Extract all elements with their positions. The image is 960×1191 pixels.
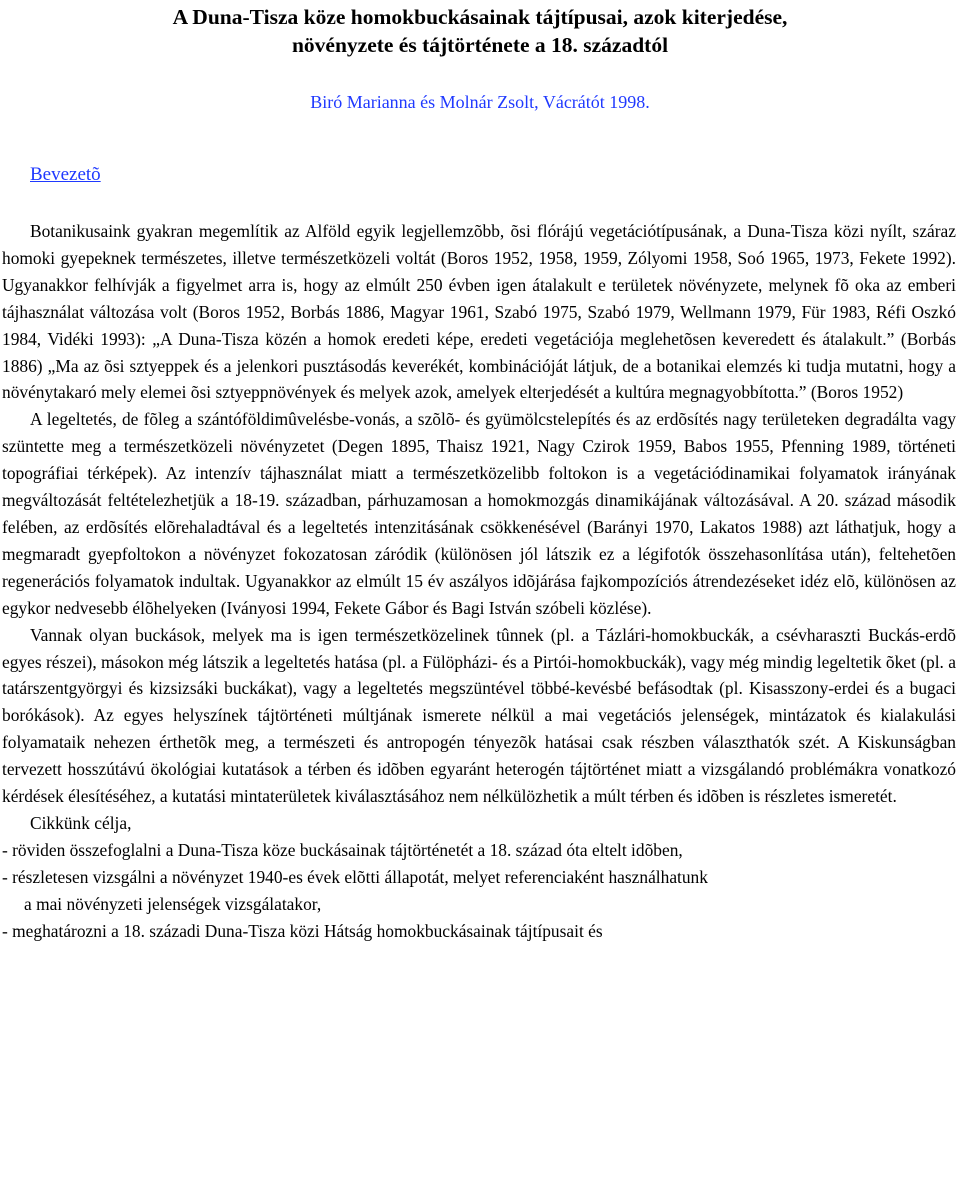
section-heading: Bevezetõ — [30, 164, 101, 185]
paragraph-2: A legeltetés, de fõleg a szántóföldimûvelésbe-vonás, a szõlõ- és gyümölcstelepítés és az erdõsítés nagy területeken degradálta vagy szüntette meg a természetközeli növényzetet (Degen 1895, Thaisz 1921, Nagy Czirok 1959, Babos 1955, Pfenning 1989, történeti topográfiai térképek). Az intenzív tájhasználat miatt a természetközelibb foltokon is a vegetációdinamikai folyamatok irányának megváltozását feltételezhetjük a 18-19. században, párhuzamosan a homokmozgás dinamikájának változásával. A 20. század második felében, az erdõsítés elõrehaladtával és a legeltetés intenzitásának csökkenésével (Barányi 1970, Lakatos 1988) azt láthatjuk, hogy a megmaradt gyepfoltokon a növényzet fokozatosan záródik (különösen jól látszik ez a légifotók összehasonlítása után), feltehetõen regenerációs folyamatok indultak. Ugyanakkor az elmúlt 15 év aszályos idõjárása fajkompozíciós átrendezéseket idéz elõ, különösen az egykor nedvesebb élõhelyeken (Iványosi 1994, Fekete Gábor és Bagi István szóbeli közlése). — [2, 409, 956, 618]
title-line-1: A Duna-Tisza köze homokbuckásainak tájtípusai, azok kiterjedése, — [172, 5, 788, 29]
list-item: - részletesen vizsgálni a növényzet 1940-es évek elõtti állapotát, melyet referenciaként használhatunk — [2, 866, 708, 887]
document-title — [0, 3, 960, 59]
aim-heading: Cikkünk célja, — [30, 812, 132, 833]
aims-list — [2, 837, 956, 945]
list-item: - röviden összefoglalni a Duna-Tisza köze buckásainak tájtörténetét a 18. század óta eltelt idõben, — [2, 839, 683, 860]
authors-line: Biró Marianna és Molnár Zsolt, Vácrátót 1998. — [310, 92, 650, 112]
paragraph-1: Botanikusaink gyakran megemlítik az Alföld egyik legjellemzõbb, õsi flórájú vegetációtípusának, a Duna-Tisza közi nyílt, száraz homoki gyepeknek természetes, illetve természetközeli voltát (Boros 1952, 1958, 1959, Zólyomi 1958, Soó 1965, 1973, Fekete 1992). Ugyanakkor felhívják a figyelmet arra is, hogy az elmúlt 250 évben igen átalakult e területek növényzete, melynek fõ oka az emberi tájhasználat változása volt (Boros 1952, Borbás 1886, Magyar 1961, Szabó 1975, Szabó 1979, Wellmann 1979, Für 1983, Réfi Oszkó 1984, Vidéki 1993): „A Duna-Tisza közén a homok eredeti képe, eredeti vegetációja meglehetõsen keveredett és átalakult.” (Borbás 1886) „Ma az õsi sztyeppek és a jelenkori pusztásodás keverékét, kombinációját látjuk, de a botanikai elemzés ki tudja mutatni, hogy a növénytakaró mely elemei õsi sztyeppnövények és melyek azok, amelyek elterjedését a kultúra megnagyobbította.” (Boros 1952) — [2, 221, 956, 403]
list-item-continuation: a mai növényzeti jelenségek vizsgálatakor, — [24, 893, 322, 914]
body-text — [2, 218, 956, 944]
list-item: - meghatározni a 18. századi Duna-Tisza közi Hátság homokbuckásainak tájtípusait és — [2, 920, 603, 941]
paragraph-3: Vannak olyan buckások, melyek ma is igen természetközelinek tûnnek (pl. a Tázlári-homokbuckák, a csévharaszti Buckás-erdõ egyes részei), másokon még látszik a legeltetés hatása (pl. a Fülöpházi- és a Pirtói-homokbuckák), vagy még mindig legeltetik õket (pl. a tatárszentgyörgyi és kizsizsáki buckákat), vagy a legeltetés megszüntével többé-kevésbé befásodtak (pl. Kisasszony-erdei és a bugaci borókások). Az egyes helyszínek tájtörténeti múltjának ismerete nélkül a mai vegetációs jelenségek, mintázatok és kialakulási folyamataik nehezen érthetõk meg, a természeti és antropogén tényezõk hatásai csak részben választhatók szét. A Kiskunságban tervezett hosszútávú ökológiai kutatások a térben és idõben egyaránt heterogén tájtörténet miatt a vizsgálandó problémákra vonatkozó kérdések élesítéséhez, a kutatási mintaterületek kiválasztásához nem nélkülözhetik a múlt térben és idõben is részletes ismeretét. — [2, 624, 956, 807]
title-line-2: növényzete és tájtörténete a 18. századtól — [291, 33, 669, 57]
